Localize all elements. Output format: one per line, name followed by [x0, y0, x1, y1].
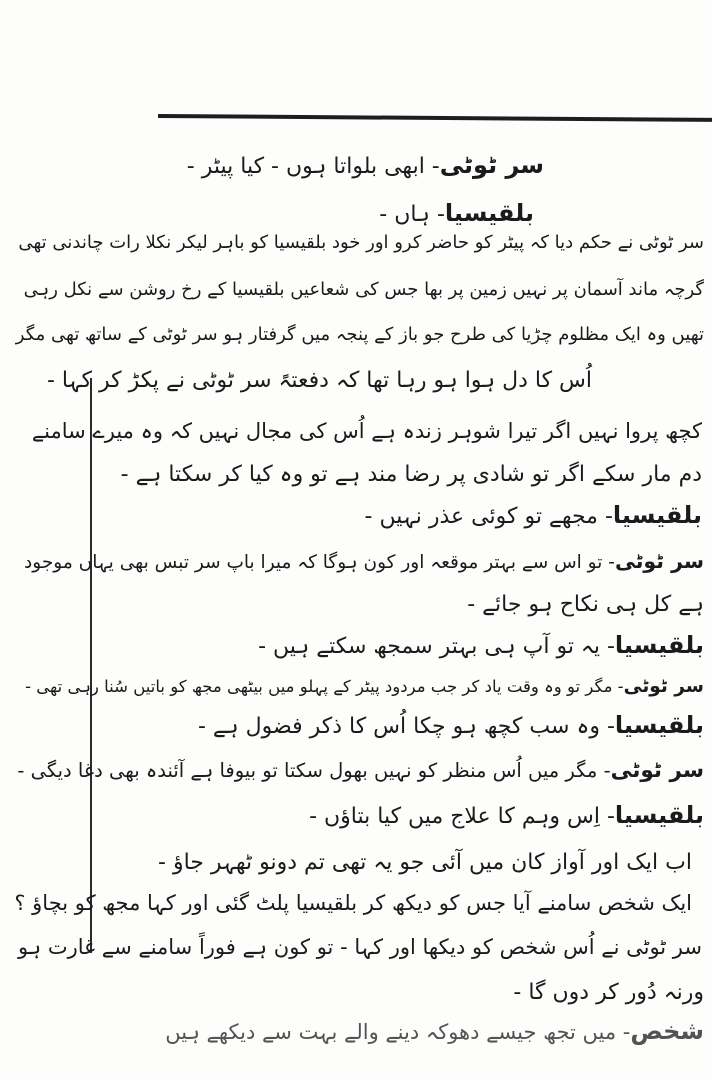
- text-line: [187, 150, 544, 182]
- line-text: - وہ سب کچھ ہو چکا اُس کا ذکر فضول ہے -: [197, 714, 615, 739]
- text-line: [25, 672, 704, 702]
- speaker-name: سر ٹوٹی: [610, 758, 704, 783]
- text-line: [18, 932, 702, 962]
- speaker-name: بلقیسیا: [614, 711, 704, 739]
- line-text: سر ٹوٹی نے اُس شخص کو دیکھا اور کہا - تو کون ہے فوراً سامنے سے غارت ہو: [18, 935, 702, 959]
- line-text: - یہ تو آپ ہی بہتر سمجھ سکتے ہیں -: [258, 634, 615, 659]
- text-line: [309, 800, 704, 832]
- line-text: تھیں وہ ایک مظلوم چڑیا کی طرح جو باز کے پنجہ میں گرفتار ہو سر ٹوٹی کے ساتھ تھی مگر: [15, 324, 704, 345]
- line-text: ایک شخص سامنے آیا جس کو دیکھ کر بلقیسیا پلٹ گئی اور کہا مجھ کو بچاؤ ؟: [14, 891, 692, 915]
- line-text: - ہاں -: [379, 202, 445, 227]
- text-line: [24, 275, 704, 305]
- text-line: [18, 228, 704, 258]
- text-line: [379, 198, 534, 230]
- line-text: - مگر میں اُس منظر کو نہیں بھول سکتا تو بیوفا ہے آئندہ بھی دغا دیگی -: [17, 759, 611, 782]
- text-line: [513, 978, 704, 1008]
- text-line: [47, 366, 592, 396]
- text-line: [121, 460, 702, 490]
- line-text: - اِس وہم کا علاج میں کیا بتاؤں -: [309, 804, 615, 829]
- line-text: - میں تجھ جیسے دھوکہ دینے والے بہت سے دیکھے ہیں: [165, 1020, 631, 1044]
- top-rule: [158, 114, 712, 122]
- text-line: [32, 416, 702, 446]
- line-text: سر ٹوٹی نے حکم دیا کہ پیٹر کو حاضر کرو اور خود بلقیسیا کو باہر لیکر نکلا رات چاندنی تھی: [18, 232, 704, 253]
- line-text: ورنہ دُور کر دوں گا -: [513, 980, 704, 1005]
- text-line: [158, 848, 692, 878]
- speaker-name: بلقیسیا: [614, 631, 704, 659]
- text-line: [467, 590, 704, 620]
- text-line: [17, 756, 704, 786]
- line-text: کچھ پروا نہیں اگر تیرا شوہر زندہ ہے اُس کی مجال نہیں کہ وہ میرے سامنے: [31, 419, 702, 443]
- line-text: - مجھے تو کوئی عذر نہیں -: [364, 504, 613, 529]
- text-line: [365, 500, 702, 532]
- speaker-name: شخص: [630, 1017, 704, 1045]
- line-text: - تو اس سے بہتر موقعہ اور کون ہوگا کہ میرا باپ سر تبس بھی یہاں موجود: [24, 552, 615, 573]
- speaker-name: بلقیسیا: [614, 801, 704, 829]
- line-text: دم مار سکے اگر تو شادی پر رضا مند ہے تو وہ کیا کر سکتا ہے -: [120, 462, 702, 487]
- text-line: [16, 320, 704, 350]
- line-text: اب ایک اور آواز کان میں آئی جو یہ تھی تم دونو ٹھہر جاؤ -: [158, 850, 692, 875]
- speaker-name: سر ٹوٹی: [439, 151, 544, 179]
- speaker-name: سر ٹوٹی: [623, 676, 704, 697]
- text-line: [198, 710, 704, 742]
- line-text: اُس کا دل ہوا ہو رہا تھا کہ دفعتہً سر ٹوٹی نے پکڑ کر کہا -: [46, 368, 592, 393]
- line-text: ہے کل ہی نکاح ہو جائے -: [467, 592, 704, 617]
- text-line: [24, 546, 704, 578]
- text-line: [258, 630, 704, 662]
- margin-rule: [90, 378, 92, 953]
- line-text: - مگر تو وہ وقت یاد کر جب مردود پیٹر کے پہلو میں بیٹھی مجھ کو باتیں سُنا رہی تھی -: [25, 677, 624, 696]
- speaker-name: بلقیسیا: [612, 501, 702, 529]
- line-text: گرچہ ماند آسمان پر نہیں زمین پر بھا جس کی شعاعیں بلقیسیا کے رخ روشن سے نکل رہی: [23, 279, 704, 300]
- text-line: [165, 1016, 704, 1047]
- line-text: - ابھی بلواتا ہوں - کیا پیٹر -: [186, 154, 440, 179]
- text-line: [14, 888, 692, 918]
- speaker-name: سر ٹوٹی: [614, 549, 704, 573]
- speaker-name: بلقیسیا: [444, 199, 534, 227]
